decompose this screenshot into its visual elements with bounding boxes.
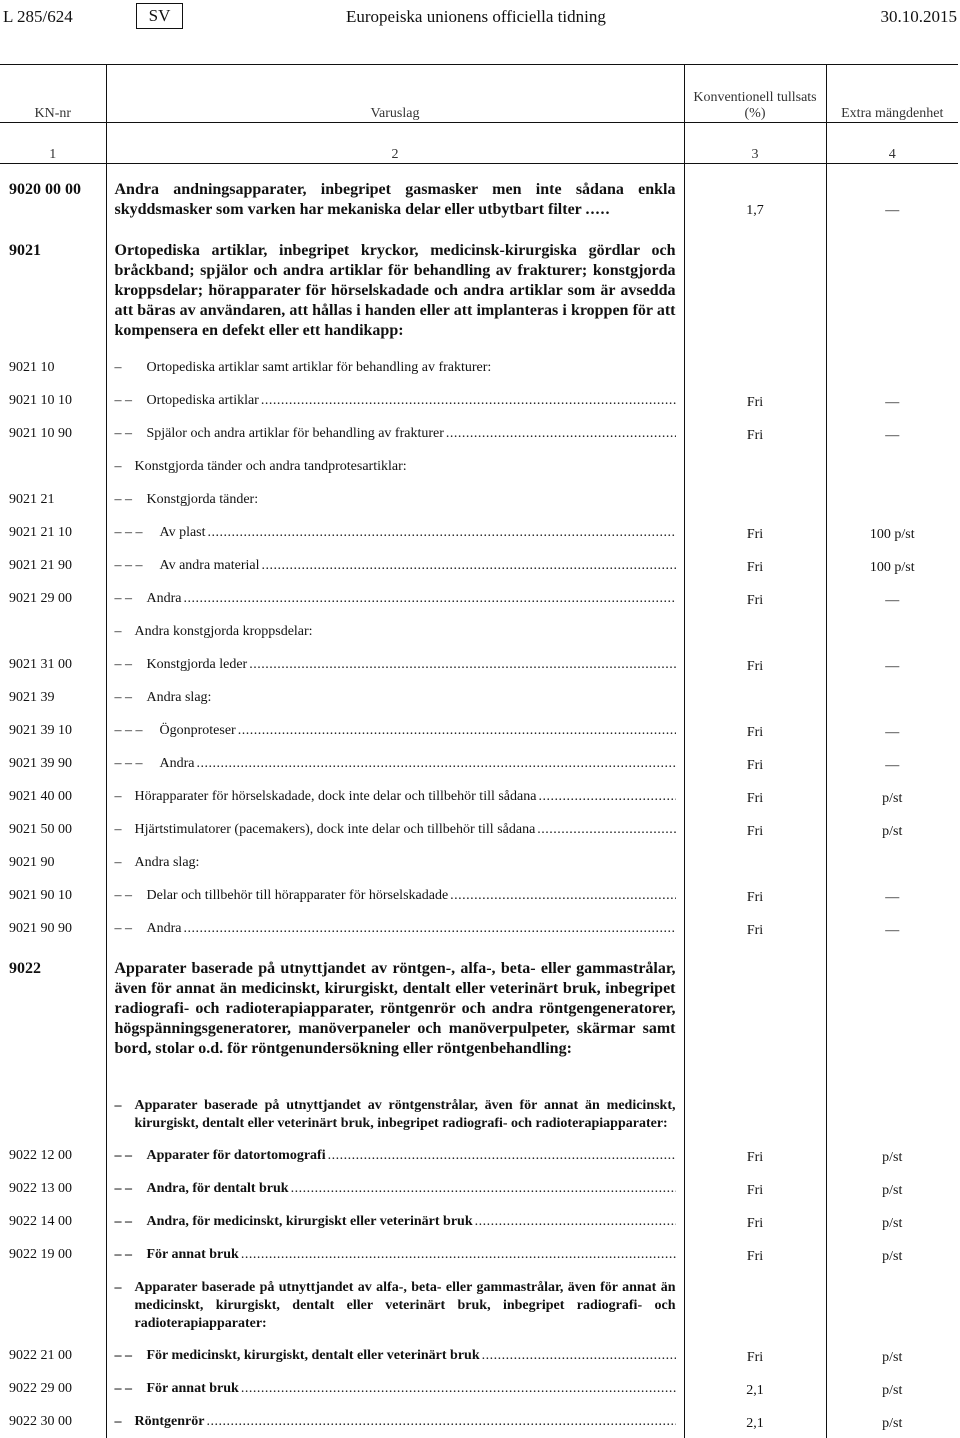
row-duty: Fri: [684, 417, 826, 450]
row-dash: – –: [114, 1246, 132, 1262]
row-duty: [684, 343, 826, 384]
table-row: [0, 384, 958, 417]
row-unit: [826, 1067, 958, 1137]
row-description: [106, 912, 684, 945]
row-unit: p/st: [826, 1172, 958, 1205]
row-description: [106, 1238, 684, 1271]
row-dash: –: [114, 788, 122, 804]
page-header: [0, 0, 960, 36]
row-description: [106, 227, 684, 343]
row-dash: – –: [114, 590, 132, 606]
row-dash: – –: [114, 491, 132, 507]
row-description: [106, 846, 684, 879]
row-duty: Fri: [684, 912, 826, 945]
row-code: [0, 615, 106, 648]
row-unit: —: [826, 648, 958, 681]
row-dash: – –: [114, 920, 132, 936]
table-row: [0, 681, 958, 714]
row-description: [106, 343, 684, 384]
table-row: [0, 846, 958, 879]
row-duty: Fri: [684, 813, 826, 846]
row-text: För medicinskt, kirurgiskt, dentalt eller veterinärt bruk: [146, 1347, 480, 1363]
row-code: 9022 14 00: [9, 1213, 72, 1229]
row-duty: 2,1: [684, 1405, 826, 1438]
row-duty: Fri: [684, 747, 826, 780]
table-row: [0, 483, 958, 516]
row-description: [106, 1405, 684, 1438]
row-dash: – – –: [114, 722, 143, 738]
row-duty: [684, 945, 826, 1067]
row-unit: p/st: [826, 813, 958, 846]
row-description: [106, 450, 684, 483]
row-dash: –: [114, 821, 122, 837]
row-unit: [826, 945, 958, 1067]
column-header-description: Varuslag: [106, 65, 684, 123]
row-description: [106, 516, 684, 549]
row-code: 9020 00 00: [9, 181, 81, 198]
row-unit: —: [826, 912, 958, 945]
row-code: 9022 21 00: [9, 1347, 72, 1363]
row-code: 9022 12 00: [9, 1147, 72, 1163]
row-unit: —: [826, 384, 958, 417]
row-unit: 100 p/st: [826, 549, 958, 582]
row-code: 9022 13 00: [9, 1180, 72, 1196]
row-code: 9022 30 00: [9, 1413, 72, 1429]
row-description: [106, 813, 684, 846]
row-dash: – –: [114, 689, 132, 705]
table-row: [0, 813, 958, 846]
column-header-row: [0, 65, 958, 123]
table-row: [0, 714, 958, 747]
table-row: [0, 549, 958, 582]
row-text: Andra slag:: [146, 689, 212, 705]
row-unit: p/st: [826, 1372, 958, 1405]
row-duty: Fri: [684, 1205, 826, 1238]
row-duty: Fri: [684, 879, 826, 912]
row-dash: – –: [114, 1147, 132, 1163]
row-dash: –: [114, 1097, 122, 1113]
row-code: 9022 19 00: [9, 1246, 72, 1262]
row-dash: – –: [114, 1213, 132, 1229]
row-duty: [684, 1067, 826, 1137]
row-dash: –: [114, 623, 122, 639]
row-code: 9021 90 10: [9, 887, 72, 903]
row-description: [106, 780, 684, 813]
row-text: Av andra material: [159, 557, 260, 573]
row-dash: –: [114, 458, 122, 474]
row-duty: Fri: [684, 516, 826, 549]
row-unit: [826, 1271, 958, 1337]
row-duty: Fri: [684, 1137, 826, 1172]
row-duty: [684, 681, 826, 714]
row-code: [0, 1067, 106, 1137]
row-text: Röntgenrör: [134, 1413, 205, 1429]
column-header-code: KN-nr: [0, 65, 106, 123]
table-row: [0, 912, 958, 945]
row-text: Ögonproteser: [159, 722, 236, 738]
row-duty: Fri: [684, 1337, 826, 1372]
column-number-3: 3: [684, 123, 826, 164]
row-text: Delar och tillbehör till hörapparater för hörselskadade: [146, 887, 449, 903]
column-header-duty-line2: (%): [744, 106, 766, 121]
row-description: [106, 1172, 684, 1205]
column-header-duty: [684, 65, 826, 123]
row-duty: Fri: [684, 714, 826, 747]
row-description: [106, 615, 684, 648]
row-duty: [684, 227, 826, 343]
table-row: [0, 1372, 958, 1405]
row-duty: 2,1: [684, 1372, 826, 1405]
journal-title: Europeiska unionens officiella tidning: [346, 7, 606, 26]
row-duty: Fri: [684, 582, 826, 615]
row-duty: Fri: [684, 1172, 826, 1205]
row-duty: [684, 615, 826, 648]
row-code: 9021 90 90: [9, 920, 72, 936]
row-description: [106, 417, 684, 450]
row-description: [106, 747, 684, 780]
row-description: [106, 648, 684, 681]
row-unit: [826, 227, 958, 343]
table-row: [0, 780, 958, 813]
table-row: [0, 615, 958, 648]
row-dash: – –: [114, 1380, 132, 1396]
row-dash: – –: [114, 1347, 132, 1363]
row-description: [106, 1337, 684, 1372]
row-unit: [826, 450, 958, 483]
row-unit: [826, 615, 958, 648]
table-row: [0, 1172, 958, 1205]
row-description: [106, 1205, 684, 1238]
row-text: Andra: [146, 920, 182, 936]
row-duty: 1,7: [684, 164, 826, 227]
row-dash: – –: [114, 392, 132, 408]
row-dash: –: [114, 359, 122, 375]
row-dash: – –: [114, 1180, 132, 1196]
row-dash: –: [114, 1279, 122, 1295]
row-unit: [826, 343, 958, 384]
row-duty: Fri: [684, 1238, 826, 1271]
row-code: 9021 10: [9, 359, 55, 375]
table-row: [0, 648, 958, 681]
row-text: För annat bruk: [146, 1246, 239, 1262]
row-text: Apparater baserade på utnyttjandet av röntgenstrålar, även för annat än medicinskt, kirurgiskt, dentalt eller veterinärt bruk, inbegripet radiografi- och radioterapiapparater:: [134, 1097, 676, 1131]
row-unit: p/st: [826, 1238, 958, 1271]
row-text: Apparater för datortomografi: [146, 1147, 326, 1163]
row-unit: 100 p/st: [826, 516, 958, 549]
row-unit: p/st: [826, 1205, 958, 1238]
row-duty: [684, 1271, 826, 1337]
table-row: [0, 1067, 958, 1137]
row-duty: [684, 483, 826, 516]
row-description: [106, 1372, 684, 1405]
row-unit: —: [826, 417, 958, 450]
row-text: För annat bruk: [146, 1380, 239, 1396]
row-text: Hörapparater för hörselskadade, dock inte delar och tillbehör till sådana: [134, 788, 537, 804]
row-text: Andra, för dentalt bruk: [146, 1180, 289, 1196]
table-row: [0, 516, 958, 549]
row-duty: Fri: [684, 780, 826, 813]
row-text: Andra andningsapparater, inbegripet gasmasker men inte sådana enkla skyddsmasker som varken har mekaniska delar eller utbytbart filter: [114, 181, 676, 218]
row-description: [106, 582, 684, 615]
column-number-row: [0, 123, 958, 164]
table-row: [0, 343, 958, 384]
row-description: [106, 681, 684, 714]
row-unit: —: [826, 879, 958, 912]
row-code: 9021: [9, 241, 41, 259]
row-dash: –: [114, 1413, 122, 1429]
row-text: Konstgjorda tänder:: [146, 491, 259, 507]
row-code: 9021 39: [9, 689, 55, 705]
row-code: 9021 31 00: [9, 656, 72, 672]
row-description: [106, 549, 684, 582]
row-code: 9021 21: [9, 491, 55, 507]
row-dash: – – –: [114, 557, 143, 573]
row-duty: Fri: [684, 648, 826, 681]
row-code: 9021 50 00: [9, 821, 72, 837]
row-dash: – –: [114, 656, 132, 672]
table-row: [0, 450, 958, 483]
table-row: [0, 582, 958, 615]
row-text: Av plast: [159, 524, 206, 540]
table-row: [0, 1238, 958, 1271]
row-description: [106, 483, 684, 516]
row-dash: – –: [114, 425, 132, 441]
row-code: 9021 10 10: [9, 392, 72, 408]
row-unit: p/st: [826, 1337, 958, 1372]
row-code: 9021 29 00: [9, 590, 72, 606]
row-description: Andra andningsapparater, inbegripet gasmasker men inte sådana enkla skyddsmasker som varken har mekaniska delar eller utbytbart filter .....: [106, 164, 684, 227]
row-unit: [826, 846, 958, 879]
row-text: Andra konstgjorda kroppsdelar:: [134, 623, 313, 639]
row-description: [106, 1271, 684, 1337]
row-text: Konstgjorda leder: [146, 656, 248, 672]
row-unit: p/st: [826, 1405, 958, 1438]
row-text: Andra, för medicinskt, kirurgiskt eller veterinärt bruk: [146, 1213, 473, 1229]
row-code: 9021 39 10: [9, 722, 72, 738]
row-unit: —: [826, 714, 958, 747]
row-text: Apparater baserade på utnyttjandet av alfa-, beta- eller gammastrålar, även för annat än medicinskt, kirurgiskt, dentalt eller veterinärt bruk, inbegripet radiografi- och radioterapiapparater:: [134, 1279, 676, 1331]
column-header-duty-line1: Konventionell tullsats: [693, 90, 817, 105]
row-unit: p/st: [826, 1137, 958, 1172]
language-badge: SV: [136, 3, 183, 29]
row-text: Ortopediska artiklar: [146, 392, 259, 408]
row-text: Spjälor och andra artiklar för behandling av frakturer: [146, 425, 444, 441]
table-row: [0, 747, 958, 780]
row-text: Andra: [159, 755, 195, 771]
table-row: [0, 1337, 958, 1372]
row-description: [106, 1067, 684, 1137]
table-row: [0, 1137, 958, 1172]
column-header-unit: Extra mängdenhet: [826, 65, 958, 123]
table-row: [0, 879, 958, 912]
table-row: [0, 945, 958, 1067]
row-code: 9021 21 10: [9, 524, 72, 540]
row-code: [0, 1271, 106, 1337]
row-unit: [826, 483, 958, 516]
table-row: [0, 227, 958, 343]
row-code: 9021 40 00: [9, 788, 72, 804]
row-dash: – – –: [114, 755, 143, 771]
table-row: [0, 417, 958, 450]
row-text: Hjärtstimulatorer (pacemakers), dock inte delar och tillbehör till sådana: [134, 821, 536, 837]
table-row: [0, 164, 958, 227]
row-text: Konstgjorda tänder och andra tandprotesartiklar:: [134, 458, 407, 474]
row-unit: p/st: [826, 780, 958, 813]
row-dash: – –: [114, 887, 132, 903]
row-dash: –: [114, 854, 122, 870]
row-duty: [684, 846, 826, 879]
row-text: Andra slag:: [134, 854, 200, 870]
row-code: 9022: [9, 959, 41, 977]
row-description: [106, 714, 684, 747]
row-text: Andra: [146, 590, 182, 606]
row-code: 9021 10 90: [9, 425, 72, 441]
publication-date: 30.10.2015: [880, 7, 957, 26]
row-duty: Fri: [684, 549, 826, 582]
row-unit: [826, 681, 958, 714]
row-unit: —: [826, 582, 958, 615]
row-dash: – – –: [114, 524, 143, 540]
tariff-table: [0, 64, 958, 1438]
table-row: [0, 1405, 958, 1438]
row-duty: [684, 450, 826, 483]
row-duty: Fri: [684, 384, 826, 417]
row-unit: —: [826, 747, 958, 780]
row-code: [0, 450, 106, 483]
row-description: [106, 945, 684, 1067]
journal-reference: L 285/624: [3, 7, 73, 26]
column-number-1: 1: [0, 123, 106, 164]
row-code: 9022 29 00: [9, 1380, 72, 1396]
row-code: 9021 21 90: [9, 557, 72, 573]
table-row: [0, 1271, 958, 1337]
table-row: [0, 1205, 958, 1238]
row-description: [106, 879, 684, 912]
row-unit: —: [826, 164, 958, 227]
column-number-4: 4: [826, 123, 958, 164]
row-text: Apparater baserade på utnyttjandet av röntgen-, alfa-, beta- eller gammastrålar, även för annat än medicinskt, kirurgiskt, dentalt eller veterinärt bruk, inbegripet radiografi- och radioterapiapparater, röntgenrör och andra röntgengeneratorer, högspänningsgeneratorer, manöverpaneler och manöverpulpeter, skärmar samt bord, stolar o.d. för röntgenundersökning eller röntgenbehandling:: [114, 959, 676, 1057]
row-text: Ortopediska artiklar samt artiklar för behandling av frakturer:: [146, 359, 492, 375]
row-code: 9021 90: [9, 854, 55, 870]
row-description: [106, 384, 684, 417]
row-code: 9021 39 90: [9, 755, 72, 771]
row-text: Ortopediska artiklar, inbegripet kryckor, medicinsk-kirurgiska gördlar och bråckband; spjälor och andra artiklar för behandling av frakturer; konstgjorda kroppsdelar; hörapparater för hörselskadade och andra artiklar som är avsedda att bäras av användaren, att hållas i handen eller att implanteras i kroppen för att kompensera en defekt eller ett handikapp:: [114, 241, 676, 339]
row-description: [106, 1137, 684, 1172]
column-number-2: 2: [106, 123, 684, 164]
